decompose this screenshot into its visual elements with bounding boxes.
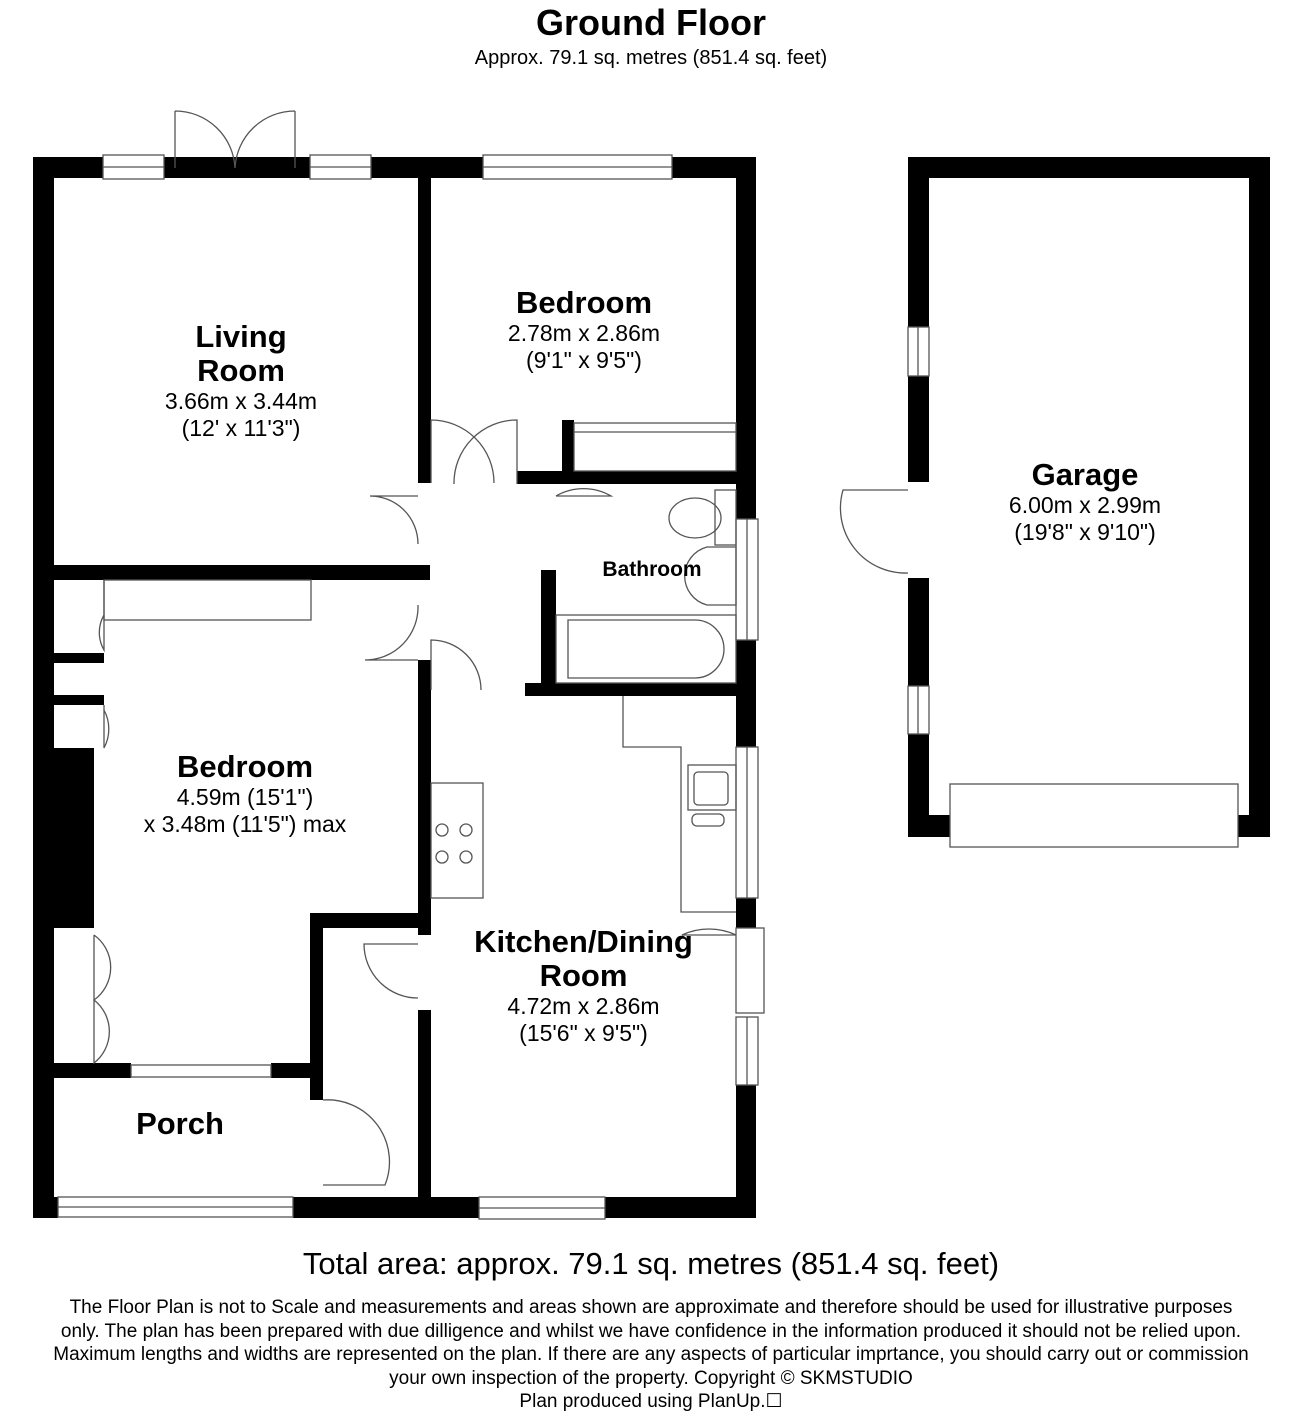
room-bedroom-2-dim-2: x 3.48m (11'5") max [143,811,347,837]
room-living-dim-metric: 3.66m x 3.44m [164,388,318,414]
room-bedroom-1-dim-metric: 2.78m x 2.86m [507,320,661,346]
room-living-dim-imperial: (12' x 11'3") [181,415,301,441]
disclaimer-line: Maximum lengths and widths are represented on the plan. If there are any aspects of particular imprtance, you should carry out or commission [53,1344,1249,1365]
room-bedroom-2 [100,750,390,838]
windows-and-fixtures [58,111,1238,1219]
room-bedroom-2-dim-1: 4.59m (15'1") [176,784,314,810]
room-living-name-1: Living [195,319,287,354]
room-garage-dim-metric: 6.00m x 2.99m [1008,492,1162,518]
disclaimer-line: Plan produced using PlanUp.☐ [519,1391,783,1412]
room-living [111,320,371,442]
room-bedroom-1 [454,286,714,374]
room-garage [960,458,1210,546]
room-kitchen-name-2: Room [539,958,628,993]
room-bathroom-name: Bathroom [602,558,702,581]
room-garage-name: Garage [1031,457,1139,492]
room-garage-dim-imperial: (19'8" x 9'10") [1014,519,1156,545]
room-bedroom-1-name: Bedroom [515,285,653,320]
disclaimer-line: only. The plan has been prepared with due dilligence and whilst we have confidence in the information produced it should not be relied upon. [60,1320,1242,1342]
total-area: Total area: approx. 79.1 sq. metres (851.4 sq. feet) [302,1246,1000,1281]
room-bedroom-1-dim-imperial: (9'1" x 9'5") [526,347,642,373]
room-kitchen-dim-metric: 4.72m x 2.86m [507,993,660,1019]
disclaimer-line: your own inspection of the property. Copyright © SKMSTUDIO [389,1367,913,1389]
page-title: Ground Floor [536,2,766,43]
disclaimer-line: The Floor Plan is not to Scale and measurements and areas shown are approximate and therefore should be used for illustrative purposes [69,1297,1233,1318]
room-bedroom-2-name: Bedroom [176,749,314,784]
room-kitchen-name-1: Kitchen/Dining [474,924,693,959]
room-porch-name: Porch [136,1106,224,1141]
room-kitchen [431,925,736,1047]
room-kitchen-dim-imperial: (15'6" x 9'5") [519,1020,648,1046]
room-living-name-2: Room [197,353,285,388]
floor-area-subtitle: Approx. 79.1 sq. metres (851.4 sq. feet) [474,47,828,69]
disclaimer [0,1296,1302,1414]
